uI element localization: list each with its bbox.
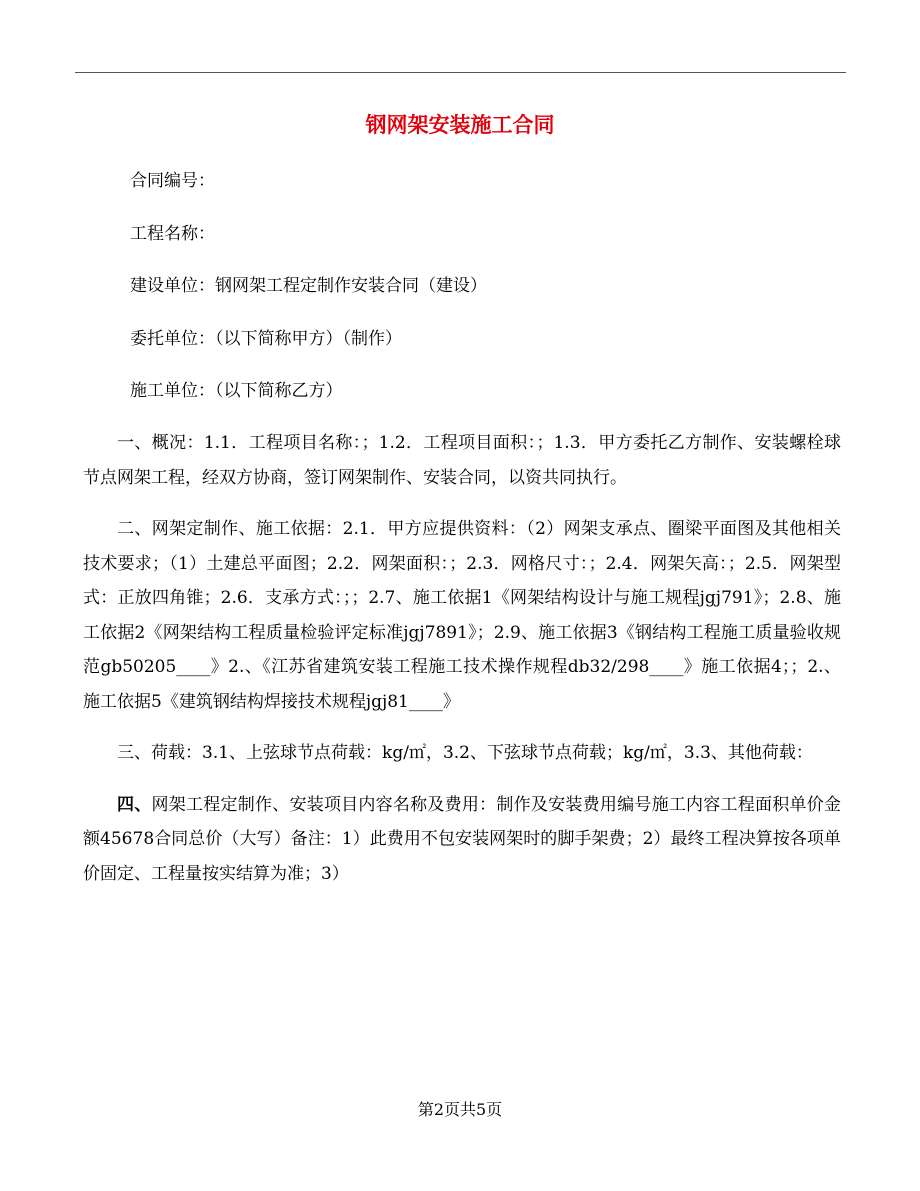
section-heading: 二、 (117, 519, 152, 539)
contract-body (83, 426, 841, 908)
section-text: 网架定制作、施工依据：2.1．甲方应提供资料：（2）网架支承点、圈梁平面图及其他相关技术要求；（1）土建总平面图；2.2．网架面积：；2.3．网格尺寸：；2.4．网架矢高：；2.5．网架型式：正放四角锥；2.6．支承方式：；；2.7、施工依据1《网架结构设计与施工规程jgj791》；2.8、施工依据2《网架结构工程质量检验评定标准jgj7891》；2.9、施工依据3《钢结构工程施工质量验收规范gb50205____》2.、《江苏省建筑安装工程施工技术操作规程db32/298____》施工依据4；；2.、施工依据5《建筑钢结构焊接技术规程jgj81____》 (83, 519, 841, 712)
field-contract-number: 合同编号： (130, 171, 215, 191)
page-number: 第2页共5页 (417, 1100, 503, 1119)
section-text: 概况：1.1．工程项目名称：；1.2．工程项目面积：；1.3．甲方委托乙方制作、安装螺栓球节点网架工程，经双方协商，签订网架制作、安装合同，以资共同执行。 (83, 433, 841, 488)
section-text: 荷载：3.1、上弦球节点荷载：kg/㎡，3.2、下弦球节点荷载；kg/㎡，3.3、其他荷载： (151, 743, 813, 763)
section-heading: 一、 (117, 433, 152, 453)
section-heading: 三、 (117, 743, 151, 763)
document-title: 钢网架安装施工合同 (365, 112, 555, 137)
section-overview (83, 426, 841, 495)
section-basis (83, 512, 841, 719)
field-contractor: 施工单位：（以下简称乙方） (130, 381, 343, 401)
field-project-name: 工程名称： (130, 223, 215, 244)
section-heading: 四、 (117, 794, 152, 815)
section-loads (83, 736, 841, 771)
header-rule (75, 72, 846, 73)
field-client: 委托单位：（以下简称甲方）（制作） (130, 328, 402, 349)
section-costs (83, 788, 841, 892)
field-builder: 建设单位：钢网架工程定制作安装合同（建设） (130, 276, 487, 296)
section-text: 网架工程定制作、安装项目内容名称及费用：制作及安装费用编号施工内容工程面积单价金额45678合同总价（大写）备注：1）此费用不包安装网架时的脚手架费；2）最终工程决算按各项单价固定、工程量按实结算为准；3） (83, 794, 842, 884)
contract-fields (130, 166, 830, 429)
